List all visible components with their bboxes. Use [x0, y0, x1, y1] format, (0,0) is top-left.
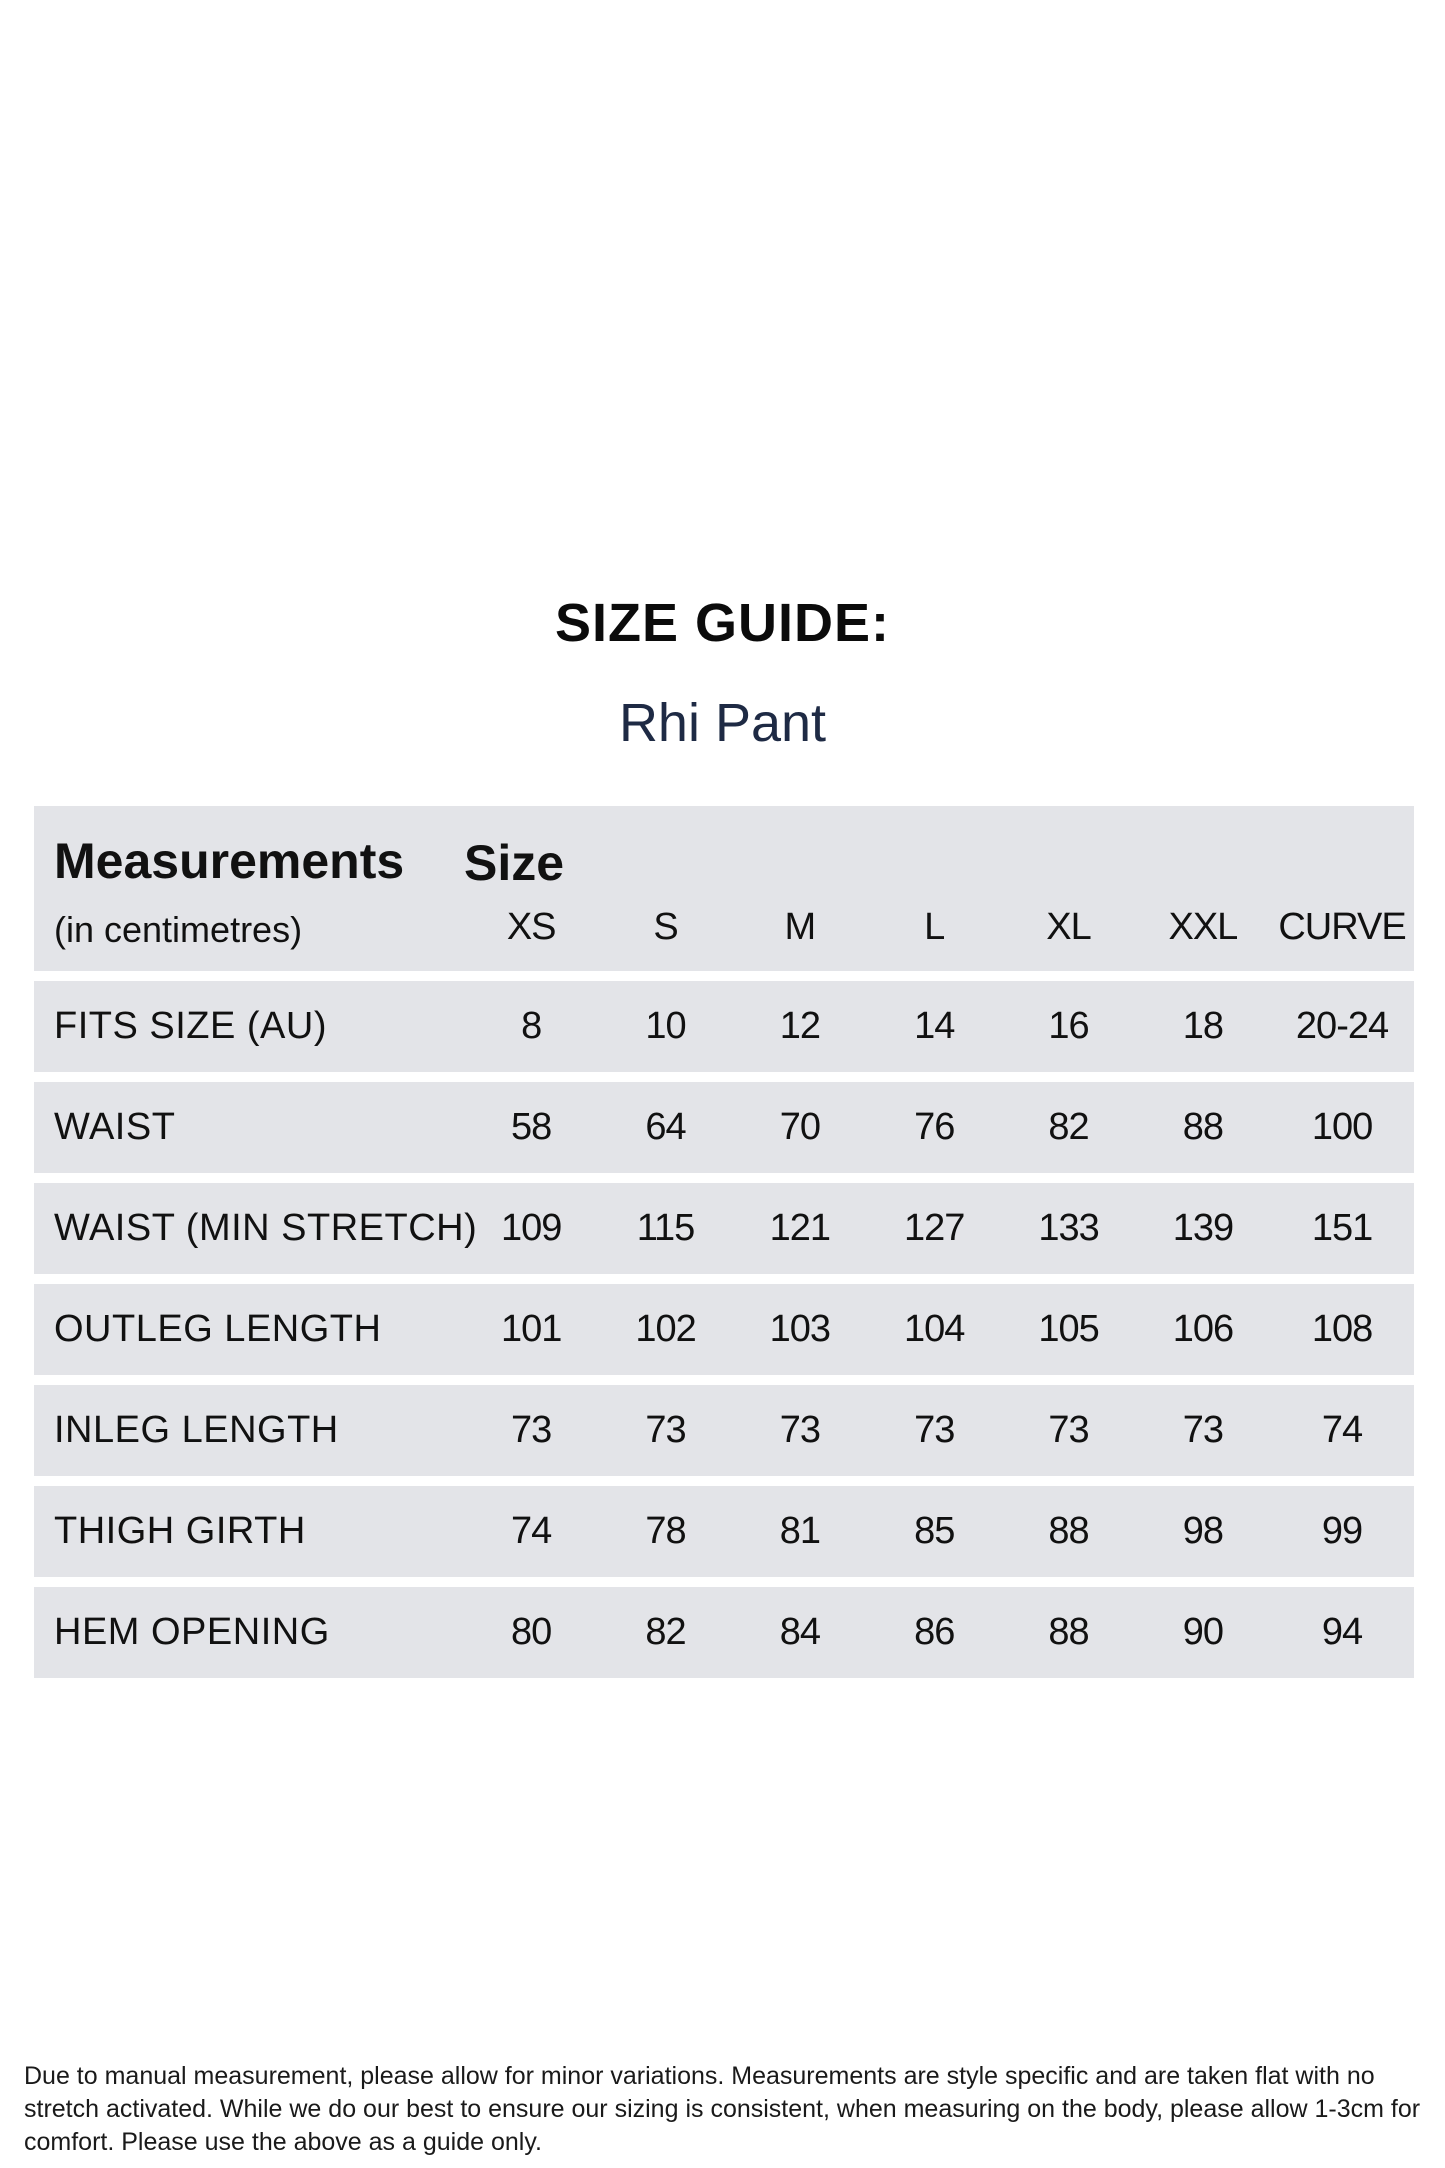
table-row [34, 1284, 1414, 1375]
table-cell: 151 [1311, 1207, 1373, 1249]
size-columns [464, 906, 1414, 949]
product-name: Rhi Pant [618, 693, 827, 753]
table-cell: 104 [904, 1308, 965, 1350]
table-row [34, 1587, 1414, 1678]
table-cell: 102 [635, 1308, 696, 1350]
table-row [34, 1082, 1414, 1173]
table-cell: 73 [779, 1409, 820, 1451]
row-label: WAIST (MIN STRETCH) [54, 1207, 478, 1249]
size-column-header: XXL [1168, 906, 1238, 948]
table-cell: 74 [511, 1510, 552, 1552]
table-cell: 16 [1048, 1005, 1089, 1047]
table-cell: 121 [769, 1207, 831, 1249]
table-cell: 14 [914, 1005, 955, 1047]
table-cell: 84 [779, 1611, 820, 1653]
table-cell: 73 [645, 1409, 686, 1451]
size-column-header: XS [506, 906, 556, 948]
table-cell: 101 [500, 1308, 562, 1350]
table-cell: 88 [1182, 1106, 1224, 1148]
row-label: OUTLEG LENGTH [54, 1308, 382, 1350]
table-cell: 88 [1048, 1510, 1089, 1552]
table-cell: 64 [645, 1106, 686, 1148]
table-cell: 94 [1321, 1611, 1363, 1653]
size-column-header: CURVE [1278, 906, 1406, 948]
table-cell: 76 [914, 1106, 955, 1148]
table-cell: 80 [511, 1611, 552, 1653]
table-cell: 81 [779, 1510, 820, 1552]
page-title: SIZE GUIDE: [554, 593, 891, 653]
row-label: WAIST [54, 1106, 176, 1148]
row-label: FITS SIZE (AU) [54, 1005, 327, 1047]
size-column-header: S [653, 906, 678, 948]
table-cell: 78 [645, 1510, 686, 1552]
table-cell: 58 [511, 1106, 552, 1148]
table-cell: 105 [1038, 1308, 1099, 1350]
table-cell: 12 [779, 1005, 820, 1047]
table-row [34, 1183, 1414, 1274]
table-cell: 73 [511, 1409, 552, 1451]
table-cell: 90 [1182, 1611, 1224, 1653]
size-table [34, 806, 1414, 1678]
size-column-header: L [924, 906, 945, 948]
table-cell: 82 [1048, 1106, 1089, 1148]
table-cell: 73 [1048, 1409, 1089, 1451]
table-cell: 10 [645, 1005, 686, 1047]
table-row [34, 981, 1414, 1072]
size-column-header: M [784, 906, 816, 948]
table-cell: 74 [1321, 1409, 1363, 1451]
table-cell: 99 [1321, 1510, 1363, 1552]
size-heading: Size [464, 835, 565, 891]
measurements-heading: Measurements [54, 833, 405, 889]
table-cell: 115 [636, 1207, 695, 1249]
table-cell: 100 [1311, 1106, 1373, 1148]
row-label: HEM OPENING [54, 1611, 330, 1653]
table-cell: 106 [1172, 1308, 1234, 1350]
table-cell: 20-24 [1295, 1005, 1389, 1047]
table-cell: 103 [769, 1308, 831, 1350]
table-cell: 86 [914, 1611, 955, 1653]
table-cell: 133 [1038, 1207, 1099, 1249]
units-label: (in centimetres) [54, 909, 303, 950]
table-cell: 127 [904, 1207, 965, 1249]
table-header [34, 806, 1414, 971]
table-row [34, 1385, 1414, 1476]
table-cell: 18 [1182, 1005, 1224, 1047]
table-cell: 73 [1182, 1409, 1224, 1451]
table-cell: 98 [1182, 1510, 1224, 1552]
disclaimer-text: Due to manual measurement, please allow for minor variations. Measurements are style specific and are taken flat with no stretch activated. While we do our best to ensure our sizing is consistent, when measuring on the body, please allow 1-3cm for comfort. Please use the above as a guide only. [24, 2062, 1421, 2156]
table-cell: 73 [914, 1409, 955, 1451]
row-label: THIGH GIRTH [54, 1510, 306, 1552]
table-cell: 70 [779, 1106, 820, 1148]
table-row [34, 1486, 1414, 1577]
table-cell: 109 [500, 1207, 562, 1249]
table-cell: 8 [521, 1005, 542, 1047]
table-cell: 82 [645, 1611, 686, 1653]
table-cell: 85 [914, 1510, 955, 1552]
size-column-header: XL [1046, 906, 1091, 948]
table-cell: 108 [1311, 1308, 1373, 1350]
table-cell: 88 [1048, 1611, 1089, 1653]
table-cell: 139 [1172, 1207, 1234, 1249]
row-label: INLEG LENGTH [54, 1409, 339, 1451]
